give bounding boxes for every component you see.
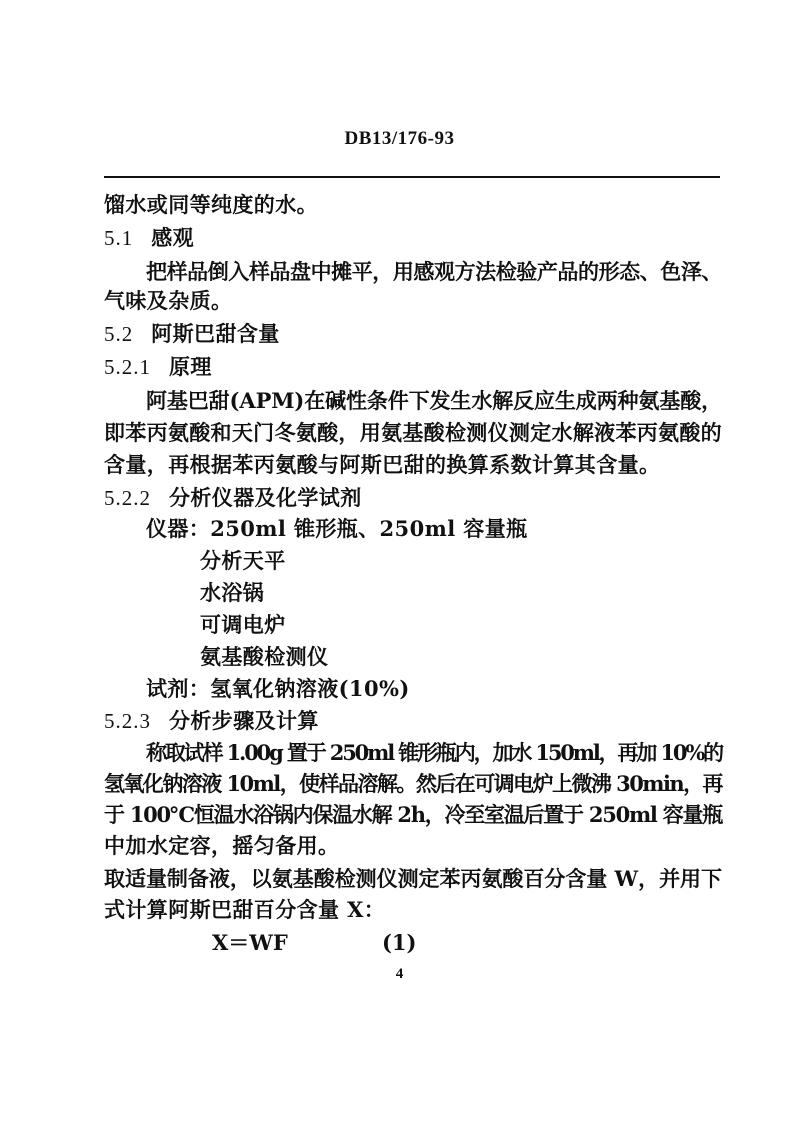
section-heading <box>104 483 362 513</box>
line-text: 气味及杂质。 <box>104 288 233 313</box>
line-text: 含量，再根据苯丙氨酸与阿斯巴甜的换算系数计算其含量。 <box>104 452 661 477</box>
text-line <box>146 257 722 287</box>
line-text: 中加水定容，摇匀备用。 <box>104 833 340 858</box>
text-line <box>104 831 339 861</box>
page-number: 4 <box>395 966 404 982</box>
section-number: 5.2.2 <box>104 486 151 510</box>
line-text: 取适量制备液，以氨基酸检测仪测定苯丙氨酸百分含量 W，并用下 <box>104 866 722 891</box>
section-heading <box>104 319 280 349</box>
list-item <box>200 546 286 576</box>
line-text: 式计算阿斯巴甜百分含量 X： <box>104 897 386 922</box>
text-line <box>104 864 722 894</box>
line-text: 把样品倒入样品盘中摊平，用感观方法检验产品的形态、色泽、 <box>146 259 722 284</box>
text-line <box>104 769 722 799</box>
line-text: 即苯丙氨酸和天门冬氨酸，用氨基酸检测仪测定水解液苯丙氨酸的 <box>104 420 722 445</box>
section-heading <box>104 352 212 382</box>
section-number: 5.1 <box>104 226 134 250</box>
text-line <box>146 514 528 544</box>
text-line <box>104 286 232 316</box>
text-line <box>104 190 318 220</box>
line-text: 仪器：250ml 锥形瓶、250ml 容量瓶 <box>146 516 528 541</box>
line-text: 试剂：氢氧化钠溶液(10%) <box>146 676 410 701</box>
text-line <box>146 386 722 416</box>
list-item <box>200 578 264 608</box>
text-line <box>146 674 410 704</box>
equation-number: (1) <box>382 930 417 955</box>
text-line <box>104 800 722 830</box>
header-divider <box>104 176 720 178</box>
line-text: 分析天平 <box>200 548 286 573</box>
formula-expression: X＝WF <box>212 930 288 955</box>
section-title: 原理 <box>169 354 212 379</box>
section-heading <box>104 223 194 253</box>
line-text: 于 100℃恒温水浴锅内保温水解 2h，冷至室温后置于 250ml 容量瓶 <box>104 802 722 827</box>
line-text: 氨基酸检测仪 <box>200 644 329 669</box>
line-text: 水浴锅 <box>200 580 265 605</box>
section-title: 阿斯巴甜含量 <box>151 321 280 346</box>
text-line <box>104 418 722 448</box>
line-text: 馏水或同等纯度的水。 <box>104 192 318 217</box>
formula <box>212 928 417 958</box>
text-line <box>104 450 660 480</box>
section-number: 5.2.3 <box>104 709 151 733</box>
list-item <box>200 642 328 672</box>
section-title: 感观 <box>151 225 195 250</box>
section-title: 分析仪器及化学试剂 <box>169 485 362 510</box>
section-number: 5.2 <box>104 322 134 346</box>
list-item <box>200 610 286 640</box>
section-heading <box>104 706 319 736</box>
line-text: 可调电炉 <box>200 612 286 637</box>
line-text: 阿基巴甜(APM)在碱性条件下发生水解反应生成两种氨基酸， <box>146 388 722 413</box>
document-code-header: DB13/176-93 <box>344 128 455 149</box>
text-line <box>146 738 722 768</box>
section-title: 分析步骤及计算 <box>169 708 319 733</box>
line-text: 称取试样 1.00g 置于 250ml 锥形瓶内，加水 150ml，再加 10%的 <box>146 740 722 765</box>
section-number: 5.2.1 <box>104 355 151 379</box>
line-text: 氢氧化钠溶液 10ml，使样品溶解。然后在可调电炉上微沸 30min，再 <box>104 771 722 796</box>
text-line <box>104 895 385 925</box>
